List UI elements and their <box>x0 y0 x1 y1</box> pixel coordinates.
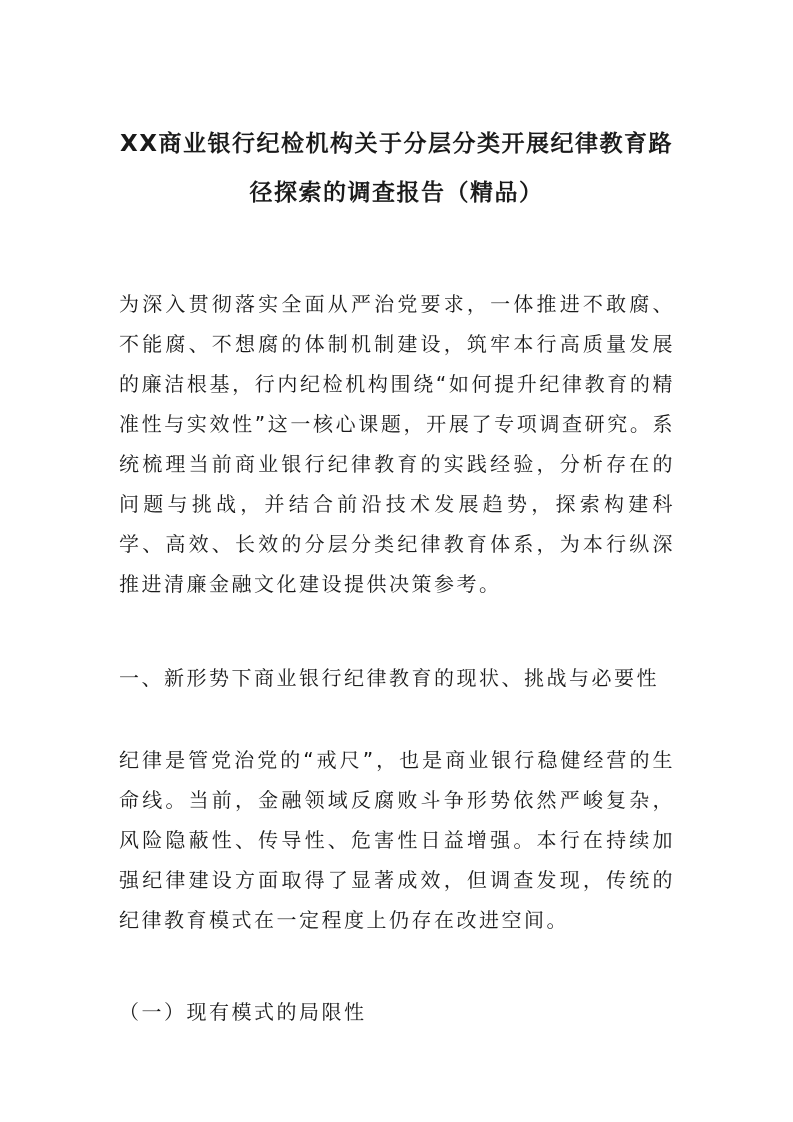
intro-paragraph: 为深入贯彻落实全面从严治党要求，一体推进不敢腐、不能腐、不想腐的体制机制建设，筑牢本行高质量发展的廉洁根基，行内纪检机构围绕“如何提升纪律教育的精准性与实效性”这一核心课题，开展了专项调查研究。系统梳理当前商业银行纪律教育的实践经验，分析存在的问题与挑战，并结合前沿技术发展趋势，探索构建科学、高效、长效的分层分类纪律教育体系，为本行纵深推进清廉金融文化建设提供决策参考。 <box>119 292 675 596</box>
subsection-1-heading: （一）现有模式的局限性 <box>119 1000 367 1024</box>
section-1-heading: 一、新形势下商业银行纪律教育的现状、挑战与必要性 <box>119 666 659 690</box>
document-title-line-2: 径探索的调查报告（精品） <box>249 180 544 206</box>
document-title-line-1: XX商业银行纪检机构关于分层分类开展纪律教育路 <box>120 131 673 157</box>
section-1-paragraph: 纪律是管党治党的“戒尺”，也是商业银行稳健经营的生命线。当前，金融领域反腐败斗争形势依然严峻复杂，风险隐蔽性、传导性、危害性日益增强。本行在持续加强纪律建设方面取得了显著成效，但调查发现，传统的纪律教育模式在一定程度上仍存在改进空间。 <box>119 748 675 932</box>
